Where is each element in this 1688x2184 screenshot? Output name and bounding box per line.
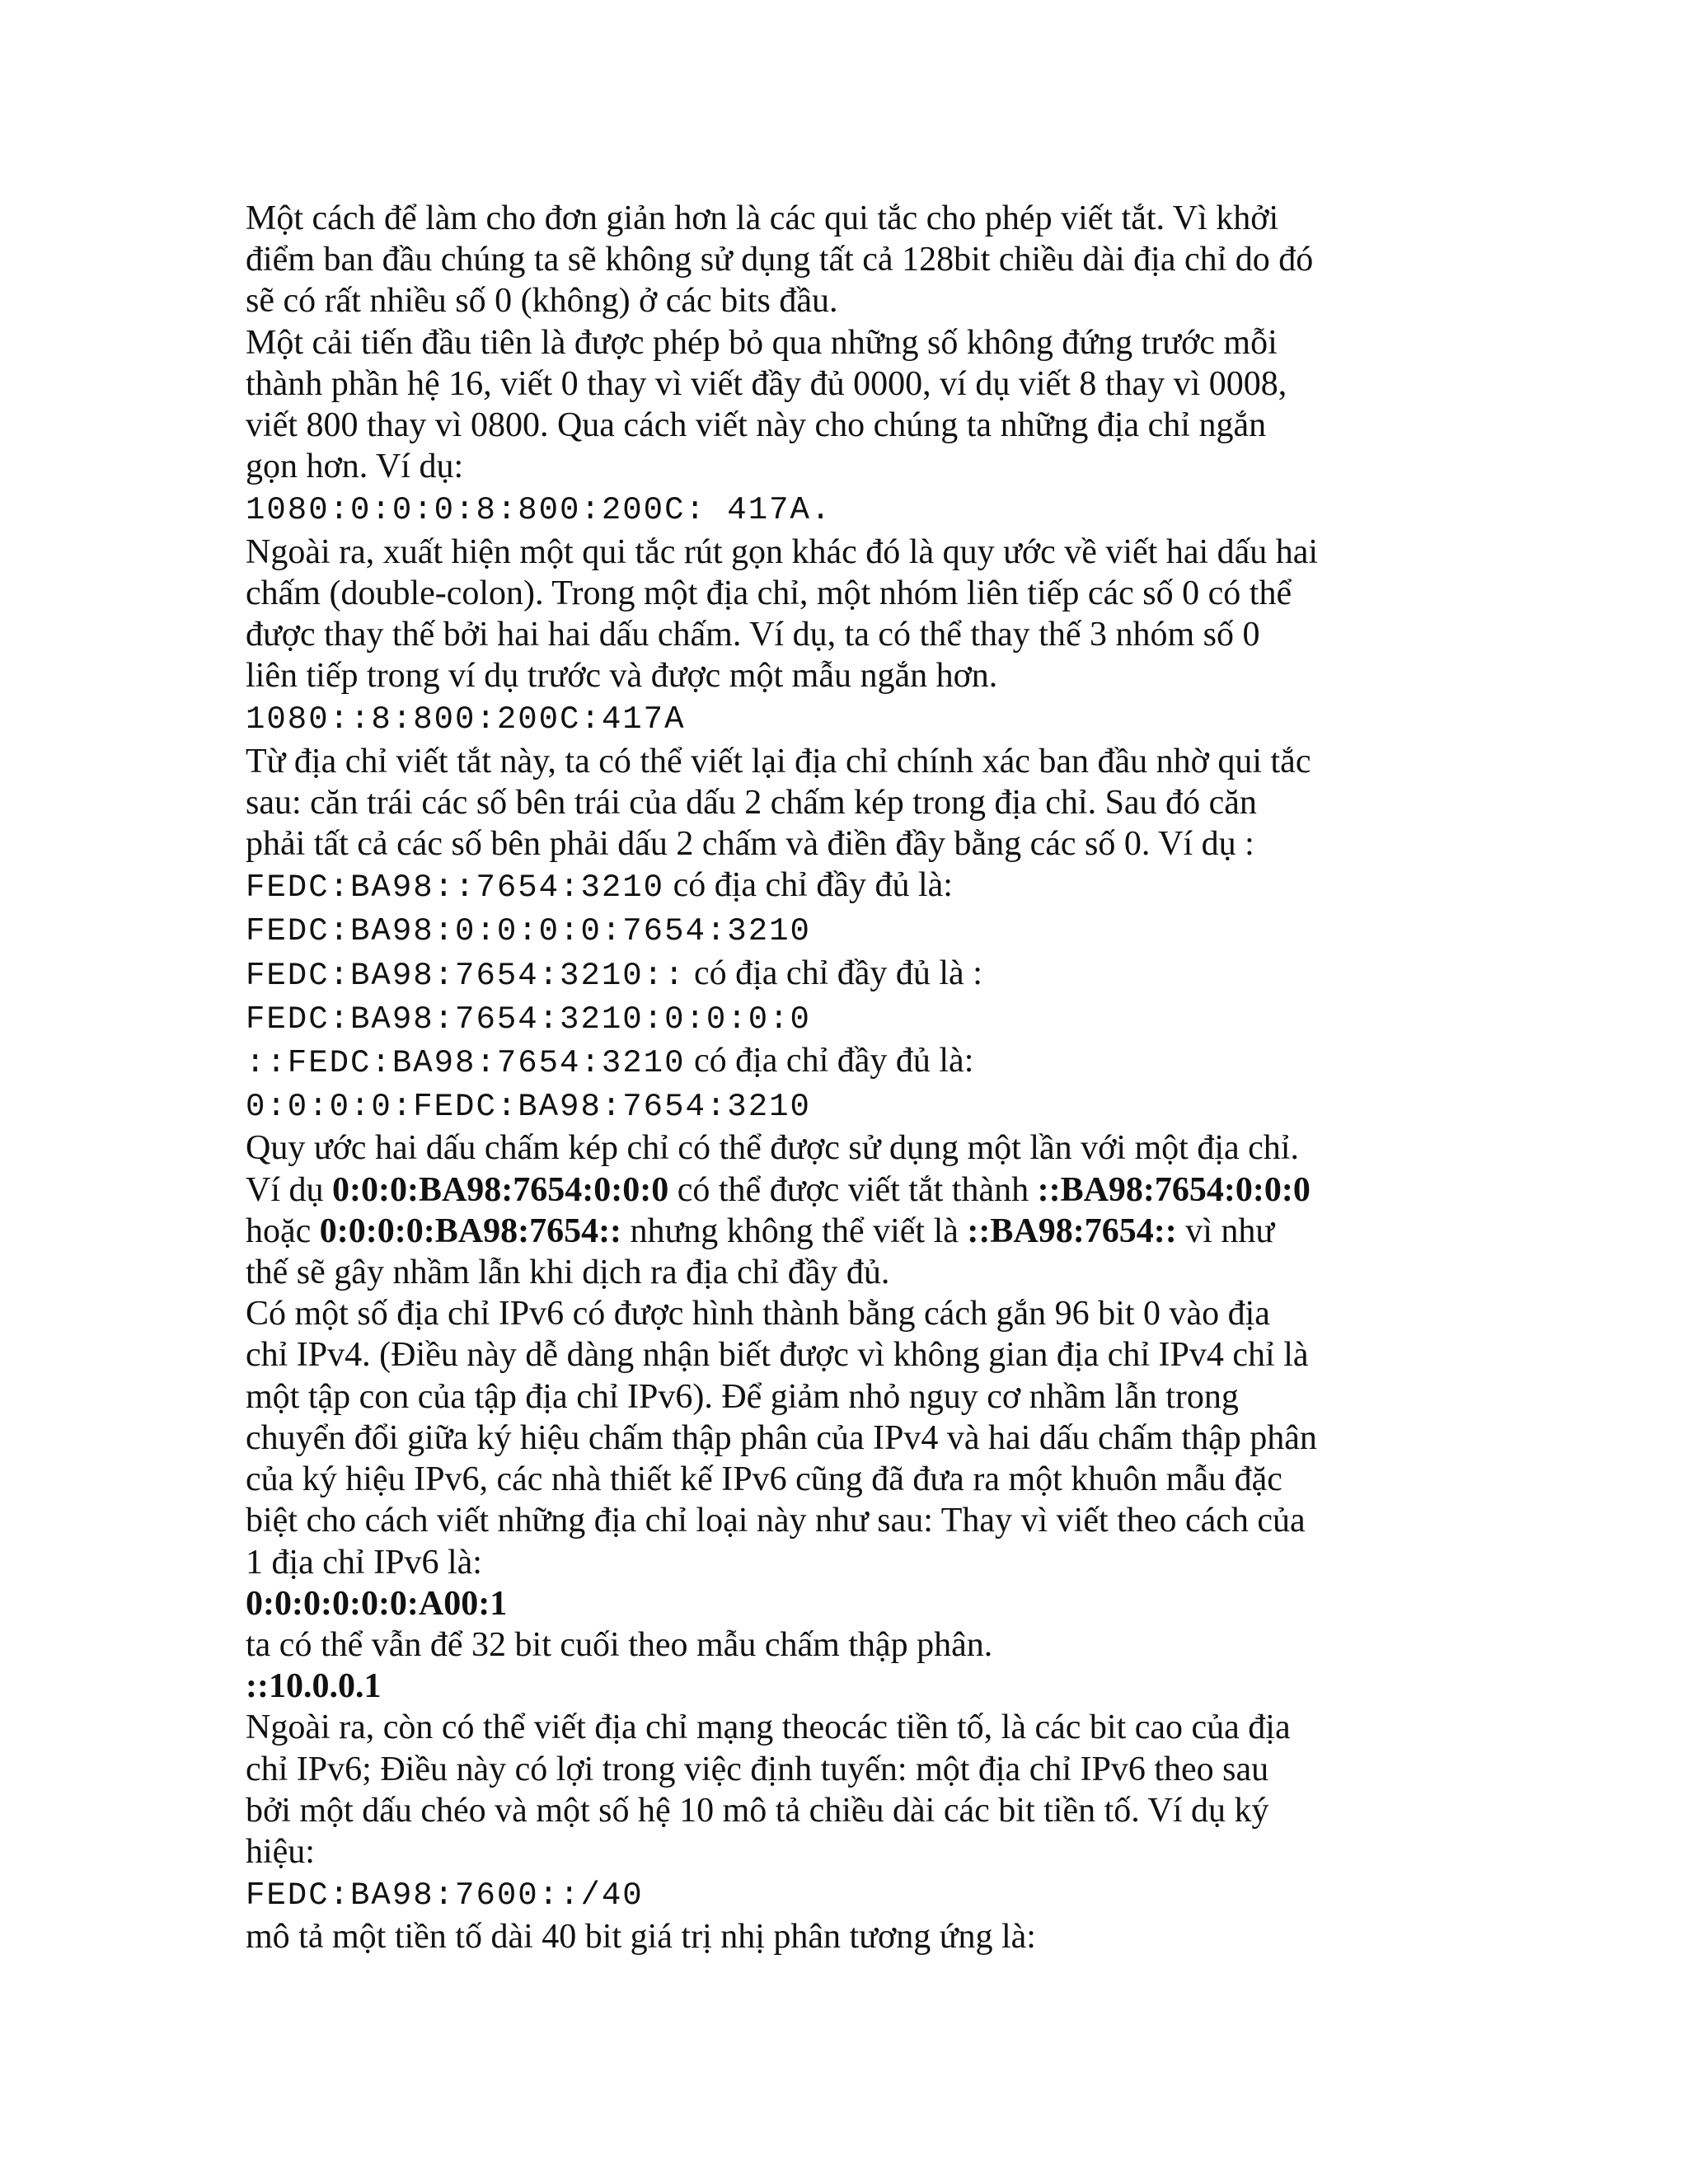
text-run: biệt cho cách viết những địa chỉ loại này như sau: Thay vì viết theo cách của	[246, 1502, 1306, 1540]
text-run: gọn hơn. Ví dụ:	[246, 448, 464, 486]
code-address: FEDC:BA98:7654:3210::	[246, 957, 686, 994]
text-line	[246, 1084, 1465, 1127]
text-run: có địa chỉ đầy đủ là :	[685, 954, 982, 992]
code-address: FEDC:BA98::7654:3210	[246, 869, 665, 907]
text-run: phải tất cả các số bên phải dấu 2 chấm và điền đầy bằng các số 0. Ví dụ :	[246, 825, 1254, 864]
text-line	[246, 1252, 1465, 1293]
text-line	[246, 1376, 1465, 1418]
text-line	[246, 1707, 1465, 1748]
text-line	[246, 614, 1465, 655]
text-run: 1 địa chỉ IPv6 là:	[246, 1543, 482, 1582]
text-line	[246, 1583, 1465, 1624]
text-run: Từ địa chỉ viết tắt này, ta có thể viết lại địa chỉ chính xác ban đầu nhờ qui tắc	[246, 742, 1311, 780]
text-run: sẽ có rất nhiều số 0 (không) ở các bits đầu.	[246, 282, 838, 321]
text-line	[246, 865, 1465, 908]
text-line	[246, 1542, 1465, 1583]
text-line	[246, 908, 1465, 952]
code-address: 0:0:0:0:FEDC:BA98:7654:3210	[246, 1089, 811, 1126]
text-run: Quy ước hai dấu chấm kép chỉ có thể được sử dụng một lần với một địa chỉ.	[246, 1129, 1299, 1168]
text-run: điểm ban đầu chúng ta sẽ không sử dụng tất cả 128bit chiều dài địa chỉ do đó	[246, 241, 1314, 279]
text-line	[246, 1749, 1465, 1790]
text-line	[246, 1666, 1465, 1707]
text-run: có thể được viết tắt thành	[668, 1170, 1038, 1209]
text-run: Ngoài ra, xuất hiện một qui tắc rút gọn khác đó là quy ước về viết hai dấu hai	[246, 532, 1319, 571]
code-address: FEDC:BA98:7654:3210:0:0:0:0	[246, 1001, 811, 1038]
bold-address: ::BA98:7654::	[967, 1212, 1177, 1250]
text-run: viết 800 thay vì 0800. Qua cách viết này cho chúng ta những địa chỉ ngắn	[246, 406, 1267, 445]
text-run: chỉ IPv6; Điều này có lợi trong việc định tuyến: một địa chỉ IPv6 theo sau	[246, 1750, 1269, 1788]
text-line	[246, 1418, 1465, 1459]
bold-address: 0:0:0:0:0:0:A00:1	[246, 1584, 508, 1623]
text-line	[246, 532, 1465, 573]
text-line	[246, 782, 1465, 823]
text-line	[246, 696, 1465, 740]
text-line	[246, 953, 1465, 996]
text-run: vì như	[1176, 1212, 1275, 1250]
text-line	[246, 239, 1465, 280]
bold-address: ::10.0.0.1	[246, 1667, 382, 1706]
text-run: bởi một dấu chéo và một số hệ 10 mô tả chiều dài các bit tiền tố. Ví dụ ký	[246, 1791, 1269, 1830]
text-run: Ví dụ	[246, 1170, 332, 1209]
text-run: Một cải tiến đầu tiên là được phép bỏ qua những số không đứng trước mỗi	[246, 323, 1278, 362]
text-run: chỉ IPv4. (Điều này dễ dàng nhận biết được vì không gian địa chỉ IPv4 chỉ là	[246, 1336, 1309, 1375]
text-line	[246, 1127, 1465, 1169]
code-address: 1080::8:800:200C:417A	[246, 701, 686, 738]
text-line	[246, 322, 1465, 363]
code-address: ::FEDC:BA98:7654:3210	[246, 1045, 686, 1082]
text-run: thế sẽ gây nhầm lẫn khi dịch ra địa chỉ đầy đủ.	[246, 1254, 890, 1292]
text-run: nhưng không thể viết là	[621, 1212, 968, 1250]
text-line	[246, 198, 1465, 239]
code-address: FEDC:BA98:7600::/40	[246, 1877, 644, 1915]
document-page	[246, 198, 1465, 1958]
text-line	[246, 1459, 1465, 1500]
text-run: mô tả một tiền tố dài 40 bit giá trị nhị phân tương ứng là:	[246, 1918, 1036, 1957]
text-run: liên tiếp trong ví dụ trước và được một mẫu ngắn hơn.	[246, 657, 998, 696]
text-run: Một cách để làm cho đơn giản hơn là các qui tắc cho phép viết tắt. Vì khởi	[246, 199, 1279, 237]
text-run: của ký hiệu IPv6, các nhà thiết kế IPv6 cũng đã đưa ra một khuôn mẫu đặc	[246, 1460, 1282, 1499]
text-run: có địa chỉ đầy đủ là:	[685, 1042, 974, 1080]
text-line	[246, 446, 1465, 487]
text-line	[246, 363, 1465, 405]
text-line	[246, 1040, 1465, 1084]
text-run: có địa chỉ đầy đủ là:	[664, 866, 953, 905]
text-line	[246, 573, 1465, 614]
text-line	[246, 1831, 1465, 1872]
text-line	[246, 823, 1465, 865]
text-line	[246, 1293, 1465, 1334]
text-line	[246, 655, 1465, 696]
text-line	[246, 1624, 1465, 1666]
text-run: Ngoài ra, còn có thể viết địa chỉ mạng theocác tiền tố, là các bit cao của địa	[246, 1708, 1291, 1747]
bold-address: 0:0:0:BA98:7654:0:0:0	[332, 1170, 669, 1209]
text-run: được thay thế bởi hai hai dấu chấm. Ví dụ, ta có thể thay thế 3 nhóm số 0	[246, 616, 1260, 654]
text-line	[246, 1790, 1465, 1831]
text-line	[246, 405, 1465, 446]
text-run: ta có thể vẫn để 32 bit cuối theo mẫu chấm thập phân.	[246, 1625, 993, 1664]
text-run: Có một số địa chỉ IPv6 có được hình thành bằng cách gắn 96 bit 0 vào địa	[246, 1295, 1270, 1333]
code-address: 1080:0:0:0:8:800:200C: 417A.	[246, 492, 832, 529]
text-run: hiệu:	[246, 1832, 315, 1871]
text-line	[246, 487, 1465, 531]
text-line	[246, 280, 1465, 321]
text-line	[246, 996, 1465, 1040]
text-line	[246, 1211, 1465, 1252]
text-line	[246, 1872, 1465, 1916]
text-line	[246, 1500, 1465, 1541]
text-run: một tập con của tập địa chỉ IPv6). Để giảm nhỏ nguy cơ nhầm lẫn trong	[246, 1377, 1239, 1416]
text-line	[246, 741, 1465, 782]
code-address: FEDC:BA98:0:0:0:0:7654:3210	[246, 913, 811, 950]
text-run: hoặc	[246, 1212, 320, 1250]
bold-address: 0:0:0:0:BA98:7654::	[319, 1212, 622, 1250]
text-run: chuyển đổi giữa ký hiệu chấm thập phân của IPv4 và hai dấu chấm thập phân	[246, 1418, 1317, 1457]
text-line	[246, 1334, 1465, 1376]
text-run: chấm (double-colon). Trong một địa chỉ, một nhóm liên tiếp các số 0 có thể	[246, 574, 1292, 612]
text-run: thành phần hệ 16, viết 0 thay vì viết đầy đủ 0000, ví dụ viết 8 thay vì 0008,	[246, 364, 1287, 403]
text-line	[246, 1916, 1465, 1957]
text-run: sau: căn trái các số bên trái của dấu 2 chấm kép trong địa chỉ. Sau đó căn	[246, 783, 1257, 822]
text-line	[246, 1169, 1465, 1211]
bold-address: ::BA98:7654:0:0:0	[1037, 1170, 1311, 1209]
